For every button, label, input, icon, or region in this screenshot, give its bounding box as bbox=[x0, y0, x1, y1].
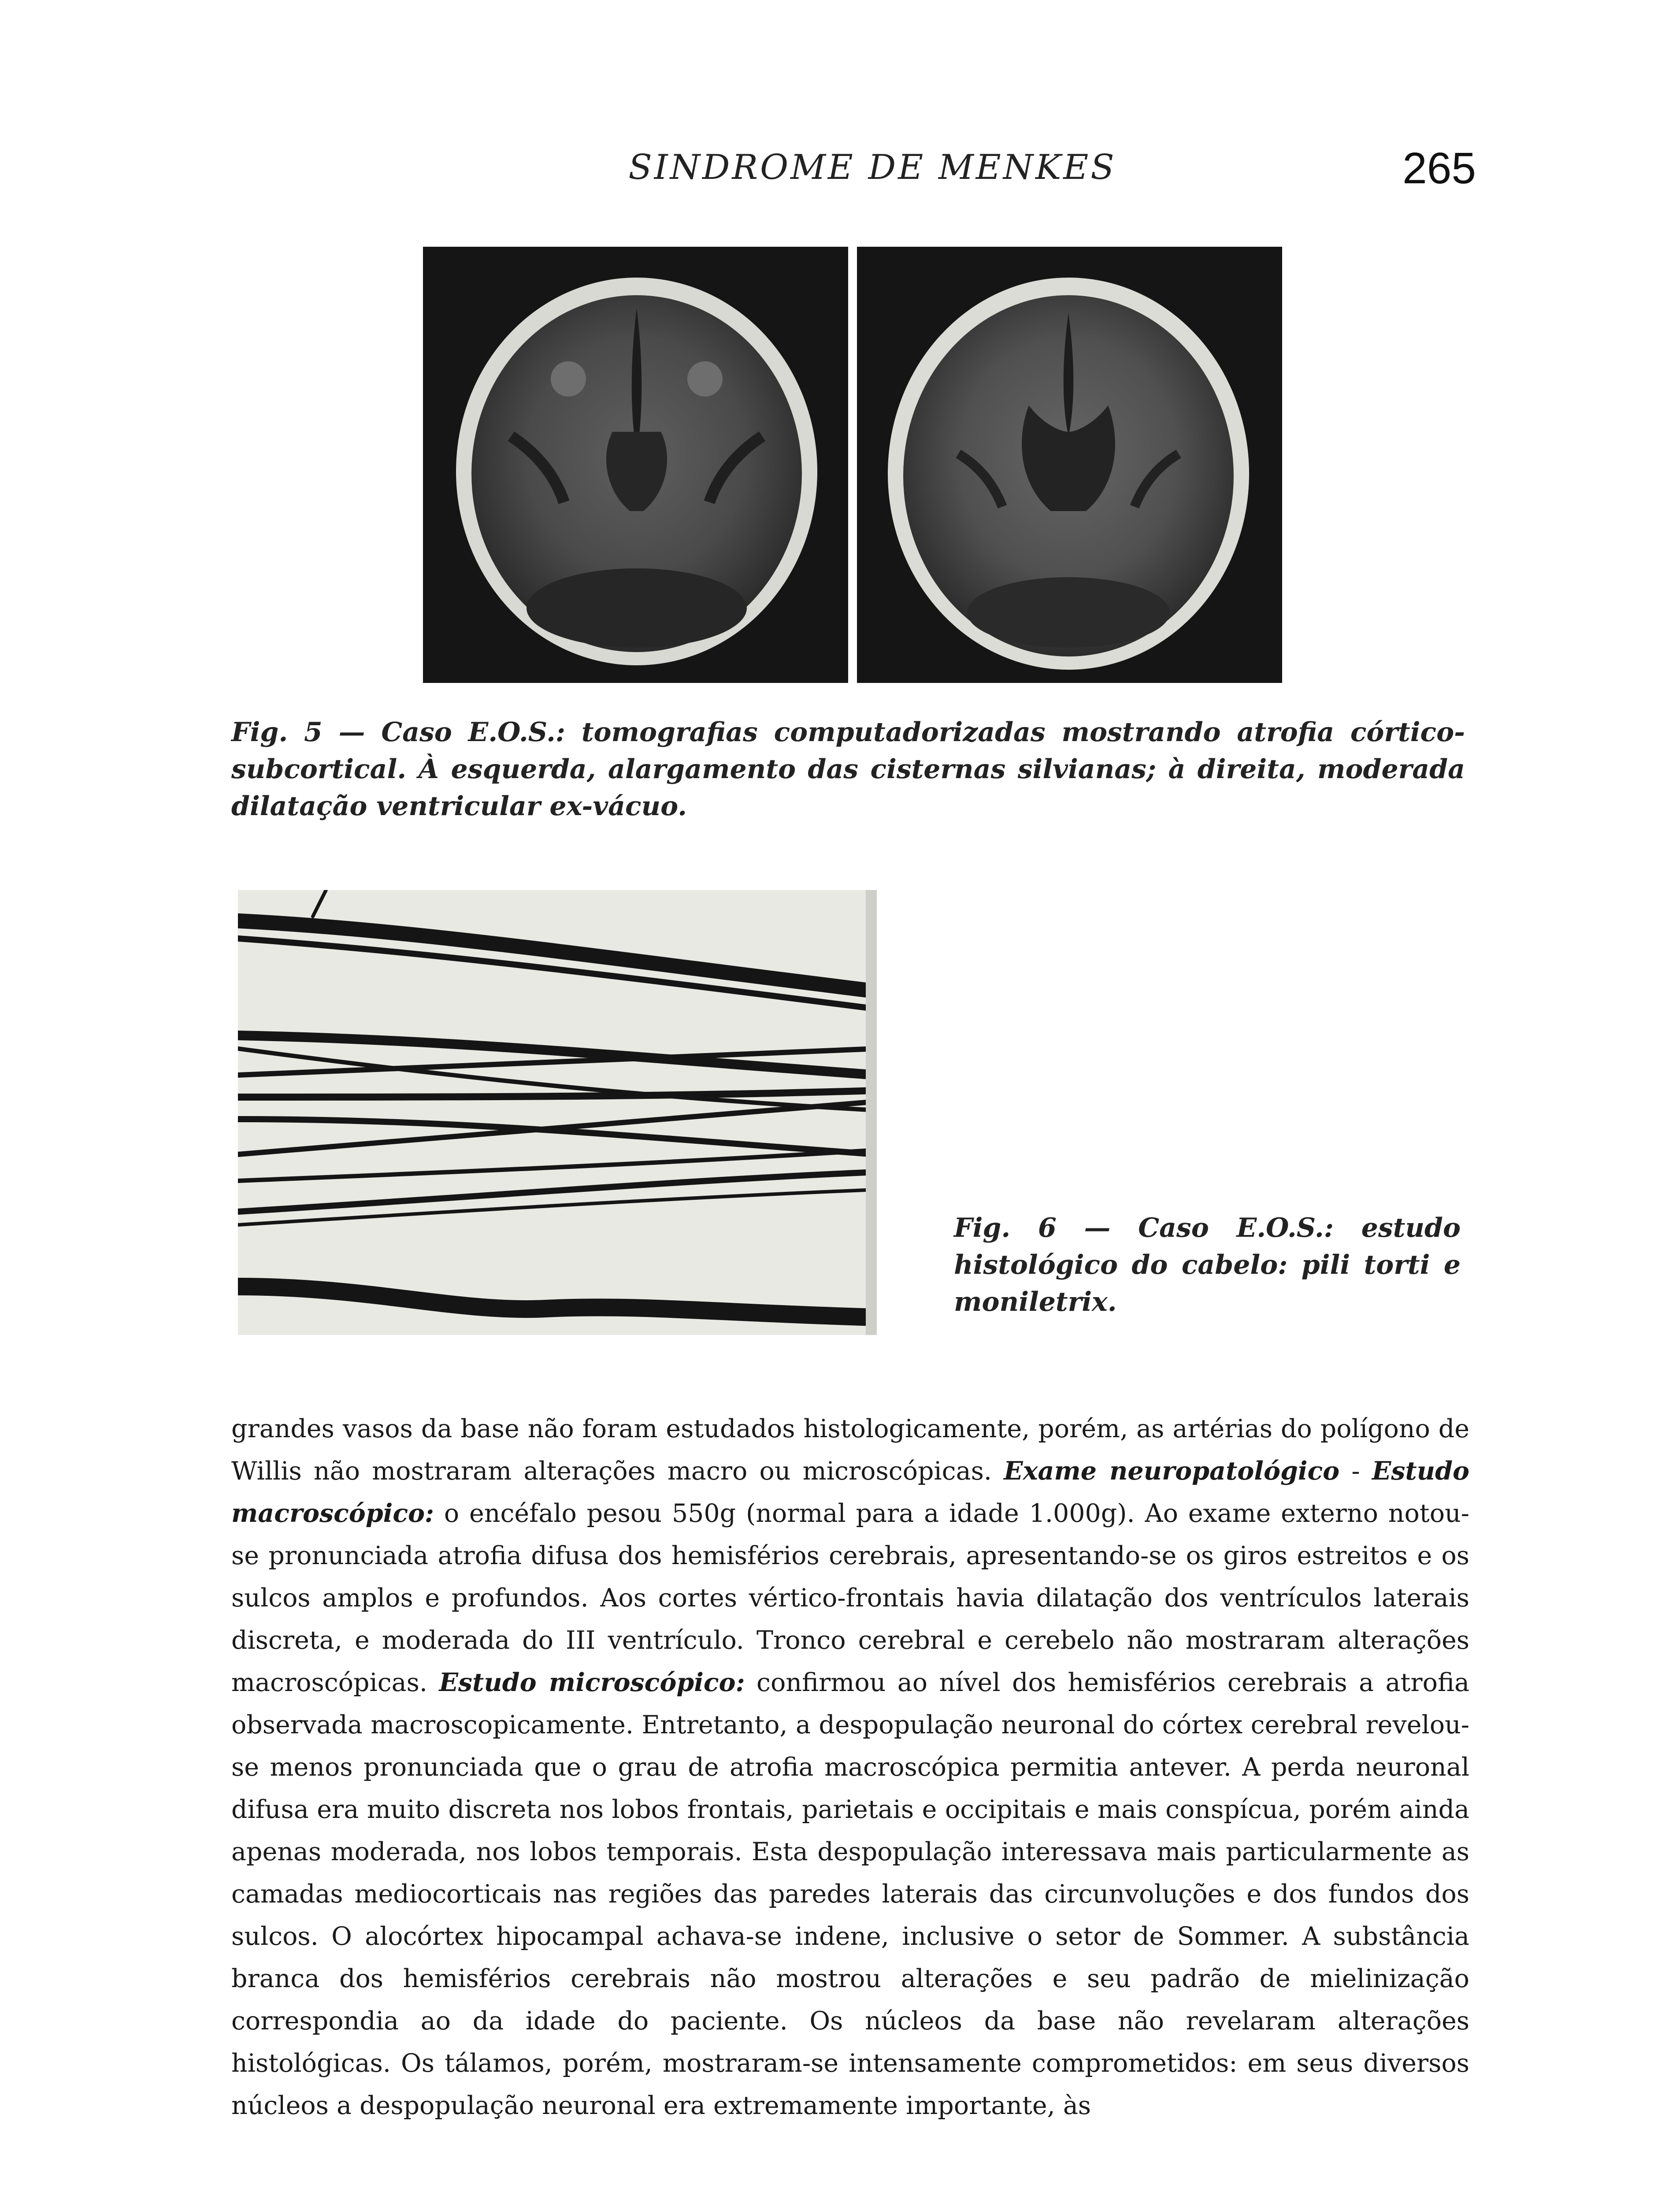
heading-neuropathological-exam: Exame neuropatológico bbox=[1004, 1456, 1340, 1486]
ct-scan-right-image bbox=[857, 247, 1282, 683]
heading-macroscopic-study: Estudo macroscópico: bbox=[231, 1456, 1469, 1528]
heading-separator: - bbox=[1339, 1457, 1372, 1486]
figure-6-caption: Fig. 6 — Caso E.O.S.: estudo histológico do cabelo: pili torti e moniletrix. bbox=[954, 1213, 1461, 1317]
figure-5-caption: Fig. 5 — Caso E.O.S.: tomografias computadorizadas mostrando atrofia córtico-subcortical. À esquerda, alargamento das cisternas silvianas; à direita, moderada dilatação ventricular ex-vácuo. bbox=[231, 717, 1465, 822]
page-number: 265 bbox=[1402, 144, 1476, 193]
body-paragraph-2: o encéfalo pesou 550g (normal para a idade 1.000g). Ao exame externo notou-se pronunciada atrofia difusa dos hemisférios cerebrais, apresentando-se os giros estreitos e os sulcos amplos e profundos. Aos cortes vértico-frontais havia dilatação dos ventrículos laterais discreta, e moderada do III ventrículo. Tronco cerebral e cerebelo não mostraram alterações macroscópicas. bbox=[231, 1499, 1469, 1697]
body-paragraph-3: confirmou ao nível dos hemisférios cerebrais a atrofia observada macroscopicamente. Entretanto, a despopulação neuronal do córtex cerebral revelou-se menos pronunciada que o grau de atrofia macroscópica permitia antever. A perda neuronal difusa era muito discreta nos lobos frontais, parietais e occipitais e mais conspícua, porém ainda apenas moderada, nos lobos temporais. Esta despopulação interessava mais particularmente as camadas mediocorticais nas regiões das paredes laterais das circunvoluções e dos fundos dos sulcos. O alocórtex hipocampal achava-se indene, inclusive o setor de Sommer. A substância branca dos hemisférios cerebrais não mostrou alterações e seu padrão de mielinização correspondia ao da idade do paciente. Os núcleos da base não revelaram alterações histológicas. Os tálamos, porém, mostraram-se intensamente comprometidos: em seus diversos núcleos a despopulação neuronal era extremamente importante, às bbox=[231, 1668, 1469, 2120]
running-title: SINDROME DE MENKES bbox=[628, 148, 1116, 187]
heading-microscopic-study: Estudo microscópico: bbox=[439, 1668, 745, 1697]
hair-micrograph-image bbox=[238, 890, 877, 1335]
body-text bbox=[231, 1408, 1469, 2127]
body-paragraph-1: grandes vasos da base não foram estudados histologicamente, porém, as artérias do polígono de Willis não mostraram alterações macro ou microscópicas. bbox=[231, 1414, 1469, 1486]
ct-scan-left-image bbox=[423, 247, 848, 683]
